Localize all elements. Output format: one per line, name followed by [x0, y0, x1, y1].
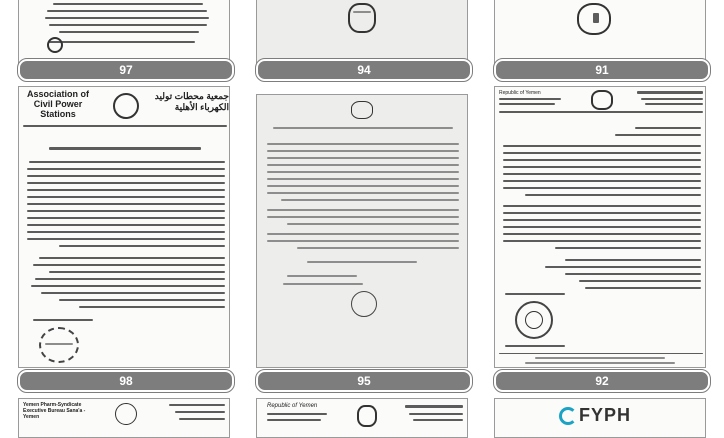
text-line: [503, 240, 701, 242]
text-line: [267, 413, 327, 415]
document-page: [18, 86, 230, 368]
text-line: [413, 419, 463, 421]
text-line: [635, 127, 701, 129]
document-page: [256, 94, 468, 368]
footer-line: [535, 357, 665, 359]
text-line: [79, 306, 225, 308]
fyph-logo-icon: [559, 407, 577, 425]
text-line: [27, 182, 225, 184]
text-line: [505, 345, 565, 347]
text-line: [29, 161, 225, 163]
text-line: [35, 278, 225, 280]
letterhead-arabic-line: [405, 405, 463, 408]
text-line: [27, 175, 225, 177]
document-page: [494, 86, 706, 368]
text-line: [27, 238, 225, 240]
text-line: [503, 145, 701, 147]
text-line: [297, 247, 459, 249]
text-line: [53, 3, 203, 5]
text-line: [27, 231, 225, 233]
text-line: [525, 194, 701, 196]
text-line: [27, 210, 225, 212]
emblem-icon: [351, 101, 373, 119]
text-line: [585, 287, 701, 289]
stamp-emblem-icon: [525, 311, 543, 329]
text-line: [555, 247, 701, 249]
text-line: [45, 17, 209, 19]
document-thumbnail-97[interactable]: [10, 0, 238, 80]
text-line: [503, 226, 701, 228]
text-line: [41, 292, 225, 294]
fyph-logo-text: FYPH: [579, 405, 632, 425]
text-line: [267, 178, 459, 180]
text-line: [49, 24, 207, 26]
page-number-badge: 92: [494, 370, 710, 392]
document-page: [18, 398, 230, 438]
document-thumbnail-92[interactable]: [486, 86, 714, 392]
text-line: [645, 103, 703, 105]
text-line: [281, 199, 459, 201]
title-line: [49, 147, 201, 150]
text-line: [503, 166, 701, 168]
emblem-icon: [113, 93, 139, 119]
text-line: [267, 150, 459, 152]
text-line: [287, 223, 459, 225]
stamp-icon: [39, 327, 79, 363]
text-line: [175, 411, 225, 413]
text-line: [545, 266, 701, 268]
title-line: [273, 127, 453, 129]
text-line: [267, 164, 459, 166]
text-line: [267, 216, 459, 218]
document-page: [256, 0, 468, 66]
text-line: [267, 240, 459, 242]
text-line: [49, 271, 225, 273]
stamp-icon: [351, 291, 377, 317]
document-page: [494, 0, 706, 66]
footer-rule: [499, 353, 703, 354]
page-number-badge: 97: [18, 59, 234, 81]
header-rule: [23, 125, 227, 127]
text-line: [267, 209, 459, 211]
text-line: [353, 11, 371, 13]
text-line: [267, 157, 459, 159]
document-thumbnail[interactable]: [248, 398, 476, 430]
signature-line: [45, 343, 73, 345]
text-line: [31, 285, 225, 287]
text-line: [27, 203, 225, 205]
signature-title-line: [505, 293, 565, 295]
letterhead-english: Republic of Yemen: [267, 403, 318, 409]
text-line: [503, 233, 701, 235]
letterhead-english: Association of Civil Power Stations: [26, 89, 89, 119]
text-line: [27, 217, 225, 219]
text-line: [267, 185, 459, 187]
emblem-icon: [348, 3, 376, 33]
letterhead-arabic-line: [637, 91, 703, 94]
text-line: [179, 418, 225, 420]
letterhead-english: Republic of Yemen: [499, 90, 541, 96]
text-line: [409, 413, 463, 415]
text-line: [593, 13, 599, 23]
text-line: [267, 419, 321, 421]
text-line: [499, 98, 561, 100]
document-page: [256, 398, 468, 438]
text-line: [565, 259, 701, 261]
text-line: [565, 273, 701, 275]
text-line: [503, 173, 701, 175]
text-line: [267, 171, 459, 173]
document-thumbnail-98[interactable]: [10, 86, 238, 392]
text-line: [503, 205, 701, 207]
document-thumbnail-95[interactable]: [248, 86, 476, 392]
circular-logo-icon: [47, 37, 63, 53]
signature-title-line: [283, 283, 363, 285]
text-line: [503, 159, 701, 161]
emblem-icon: [115, 403, 137, 425]
text-line: [27, 189, 225, 191]
letterhead-english: Yemen Pharm-Syndicate Executive Bureau Sana'a - Yemen: [23, 402, 86, 420]
text-line: [27, 196, 225, 198]
footer-line: [525, 362, 675, 364]
page-number-badge: 95: [256, 370, 472, 392]
letterhead-arabic-line: [169, 404, 225, 406]
document-thumbnail-94[interactable]: [248, 0, 476, 80]
page-number-badge: 98: [18, 370, 234, 392]
signature-title-line: [33, 319, 93, 321]
text-line: [27, 224, 225, 226]
document-page: [18, 0, 230, 66]
text-line: [27, 168, 225, 170]
text-line: [47, 10, 207, 12]
text-line: [307, 261, 417, 263]
signature-title-line: [287, 275, 357, 277]
text-line: [641, 98, 703, 100]
text-line: [49, 41, 195, 43]
document-page: [494, 398, 706, 438]
text-line: [267, 143, 459, 145]
emblem-icon: [591, 90, 613, 110]
text-line: [615, 134, 701, 136]
text-line: [503, 180, 701, 182]
text-line: [503, 187, 701, 189]
text-line: [59, 245, 225, 247]
text-line: [59, 31, 199, 33]
text-line: [59, 299, 225, 301]
text-line: [503, 212, 701, 214]
text-line: [267, 192, 459, 194]
text-line: [267, 233, 459, 235]
document-thumbnail-91[interactable]: [486, 0, 714, 80]
page-number-badge: 94: [256, 59, 472, 81]
document-thumbnail[interactable]: [10, 398, 238, 430]
document-thumbnail[interactable]: [486, 398, 714, 430]
page-number-badge: 91: [494, 59, 710, 81]
text-line: [503, 219, 701, 221]
header-rule: [499, 111, 703, 113]
text-line: [33, 264, 225, 266]
letterhead-arabic: جمعية محطات توليد الكهرباء الأهلية: [154, 91, 229, 112]
text-line: [499, 103, 555, 105]
text-line: [503, 152, 701, 154]
text-line: [579, 280, 701, 282]
emblem-icon: [357, 405, 377, 427]
text-line: [39, 257, 225, 259]
